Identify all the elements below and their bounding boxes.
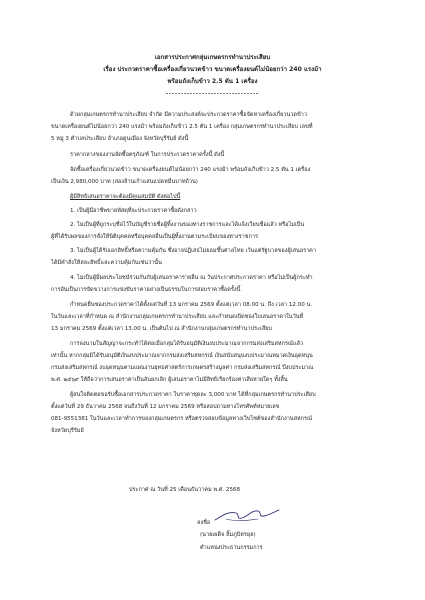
body-line: กำหนดยื่นซองประกวดราคาได้ตั้งแต่วันที่ 13 มกราคม 2569 ตั้งแต่เวลา 08.00 น. ถึง เวลา 12.00 น.	[70, 302, 313, 308]
document-subject: เรื่อง ประกวดราคาซื้อเครื่องเกี่ยวนวดข้าว ขนาดเครื่องยนต์ไม่น้อยกว่า 240 แรงม้า	[103, 65, 322, 73]
body-line: การลงนามในสัญญาจะกระทำได้ต่อเมื่อกลุ่มได้รับอนุมัติเงินงบประมาณจากกรมส่งเสริมสหกรณ์แล้ว	[70, 341, 304, 347]
announcement-date: ประกาศ ณ วันที่ 25 เดือนธันวาคม พ.ศ. 2568	[129, 487, 241, 493]
body-line: ในวันและเวลาที่กำหนด ณ สำนักงานกลุ่มเกษตรกรทำนาประเสียบ และกำหนดเปิดซองใบเสนอราคาในวันที่	[51, 314, 304, 320]
body-line: การอันเป็นการขัดขวางการแข่งขันราคาอย่างเป็นธรรมในการสอบราคาซื้อครั้งนี้	[51, 287, 241, 293]
body-line: จังหวัดบุรีรัมย์	[51, 428, 84, 434]
body-line: ตั้งแต่วันที่ 29 ธันวาคม 2568 จนถึงวันที่ 12 มกราคม 2569 หรือสอบถามทางโทรศัพท์หมายเลข	[51, 404, 280, 410]
body-line: 4. ไม่เป็นผู้มีผลประโยชน์ร่วมกันกับผู้เสนอราคารายอื่น ณ วันประกาศประกวดราคา หรือไม่เป็นผู้กระทำ	[70, 275, 313, 281]
body-line: 13 มกราคม 2569 ตั้งแต่เวลา 13.00 น. เป็นต้นไป ณ สำนักงานกลุ่มเกษตรกรทำนาประเสียบ	[51, 326, 272, 332]
body-line: ผู้มีสิทธิเสนอราคาจะต้องมีคุณสมบัติ ดังต่อไปนี้	[70, 194, 181, 200]
signatory-name: (นายเผด็จ ลิ้มภูบิตรยุล)	[200, 532, 256, 538]
body-line: ขนาดเครื่องยนต์ไม่น้อยกว่า 240 แรงม้า พร้อมถังเก็บข้าว 2.5 ตัน 1 เครื่อง กลุ่มเกษตรกรทำนาประเสียบ เลขที่	[51, 124, 313, 130]
body-line: เท่านั้น หากกลุ่มมิได้รับอนุมัติเงินงบประมาณจากกรมส่งเสริมสหกรณ์ เงินสนับสนุนงบประมาณหมวดเงินอุดหนุน	[51, 353, 313, 359]
body-line: 1. เป็นผู้มีอาชีพขายพัสดุที่จะประกวดราคาซื้อดังกล่าว	[70, 208, 197, 214]
document-subject-continued: พร้อมถังเก็บข้าว 2.5 ตัน 1 เครื่อง	[167, 77, 258, 85]
title-divider	[166, 93, 258, 94]
body-line: เป็นเงิน 2,980,000 บาท (สองล้านเก้าแสนแปดหมื่นบาทถ้วน)	[51, 179, 198, 185]
body-line: 5 หมู่ 3 ตำบลประเสียบ อำเภอดูนเมือง จังหวัดบุรีรัมย์ ดังนี้	[51, 136, 189, 142]
body-line: ผู้ที่ได้รับผลของการสั่งให้นิติบุคคลหรือบุคคลอื่นเป็นผู้ทิ้งงานตามระเบียบของทางราชการ	[51, 234, 258, 240]
handwritten-signature	[212, 504, 282, 526]
body-line: 3. ไม่เป็นผู้ได้รับเอกสิทธิ์หรือความคุ้มกัน ซึ่งอาจปฏิเสธไม่ยอมขึ้นศาลไทย เว้นแต่รัฐบาลของผู้เสนอราคา	[70, 248, 317, 254]
body-line: ผู้สนใจติดต่อขอรับซื้อเอกสารประกวดราคา ในราคาชุดละ 3,000 บาท ได้ที่กลุ่มเกษตรกรทำนาประเสียบ	[70, 392, 316, 398]
body-line: ได้มีคำสั่งให้สละสิทธิ์และความคุ้มกันเช่นว่านั้น	[51, 260, 162, 266]
body-line: 2. ไม่เป็นผู้ที่ถูกระบุชื่อไว้ในบัญชีรายชื่อผู้ทิ้งงานของทางราชการและได้แจ้งเวียนชื่อแล้ว หรือไม่เป็น	[70, 222, 305, 228]
document-title: เอกสารประกาศกลุ่มเกษตรกรทำนาประเสียบ	[154, 54, 271, 61]
body-line: ราคากลางของงานจัดซื้อครุภัณฑ์ ในการประกวดราคาครั้งนี้ ดังนี้	[70, 152, 225, 158]
body-line: กรมส่งเสริมสหกรณ์ งบอุดหนุนตามแผนงานยุทธศาสตร์การเกษตรสร้างมูลค่า กรมส่งเสริมสหกรณ์ ปีงบประมาณ	[51, 365, 314, 371]
document-header	[0, 52, 425, 87]
body-line: ด้วยกลุ่มเกษตรกรทำนาประเสียบ จำกัด มีความประสงค์จะประกวดราคาซื้อจัดหาเครื่องเกี่ยวนวดข้าว	[70, 112, 308, 118]
body-line: พ.ศ. ๒๕๖๙ ให้ถือว่าการเสนอราคาเป็นอันยกเลิก ผู้เสนอราคาไม่มีสิทธิเรียกร้องค่าเสียหายใดๆ ทั้งสิ้น	[51, 377, 288, 383]
signatory-position: ตำแหน่งประธานกรรมการ	[200, 545, 263, 551]
signature-label: ลงชื่อ	[197, 520, 211, 526]
body-line: จัดซื้อเครื่องเกี่ยวนวดข้าว ขนาดเครื่องยนต์ไม่น้อยกว่า 240 แรงม้า พร้อมถังเก็บข้าว 2.5 ตัน 1 เครื่อง	[70, 167, 311, 173]
body-line: 081-9551381 ในวันและเวลาทำการของกลุ่มเกษตรกร หรือตรวจสอบข้อมูลทางเว็บไซต์ของสำนักงานสหกรณ์	[51, 416, 313, 422]
